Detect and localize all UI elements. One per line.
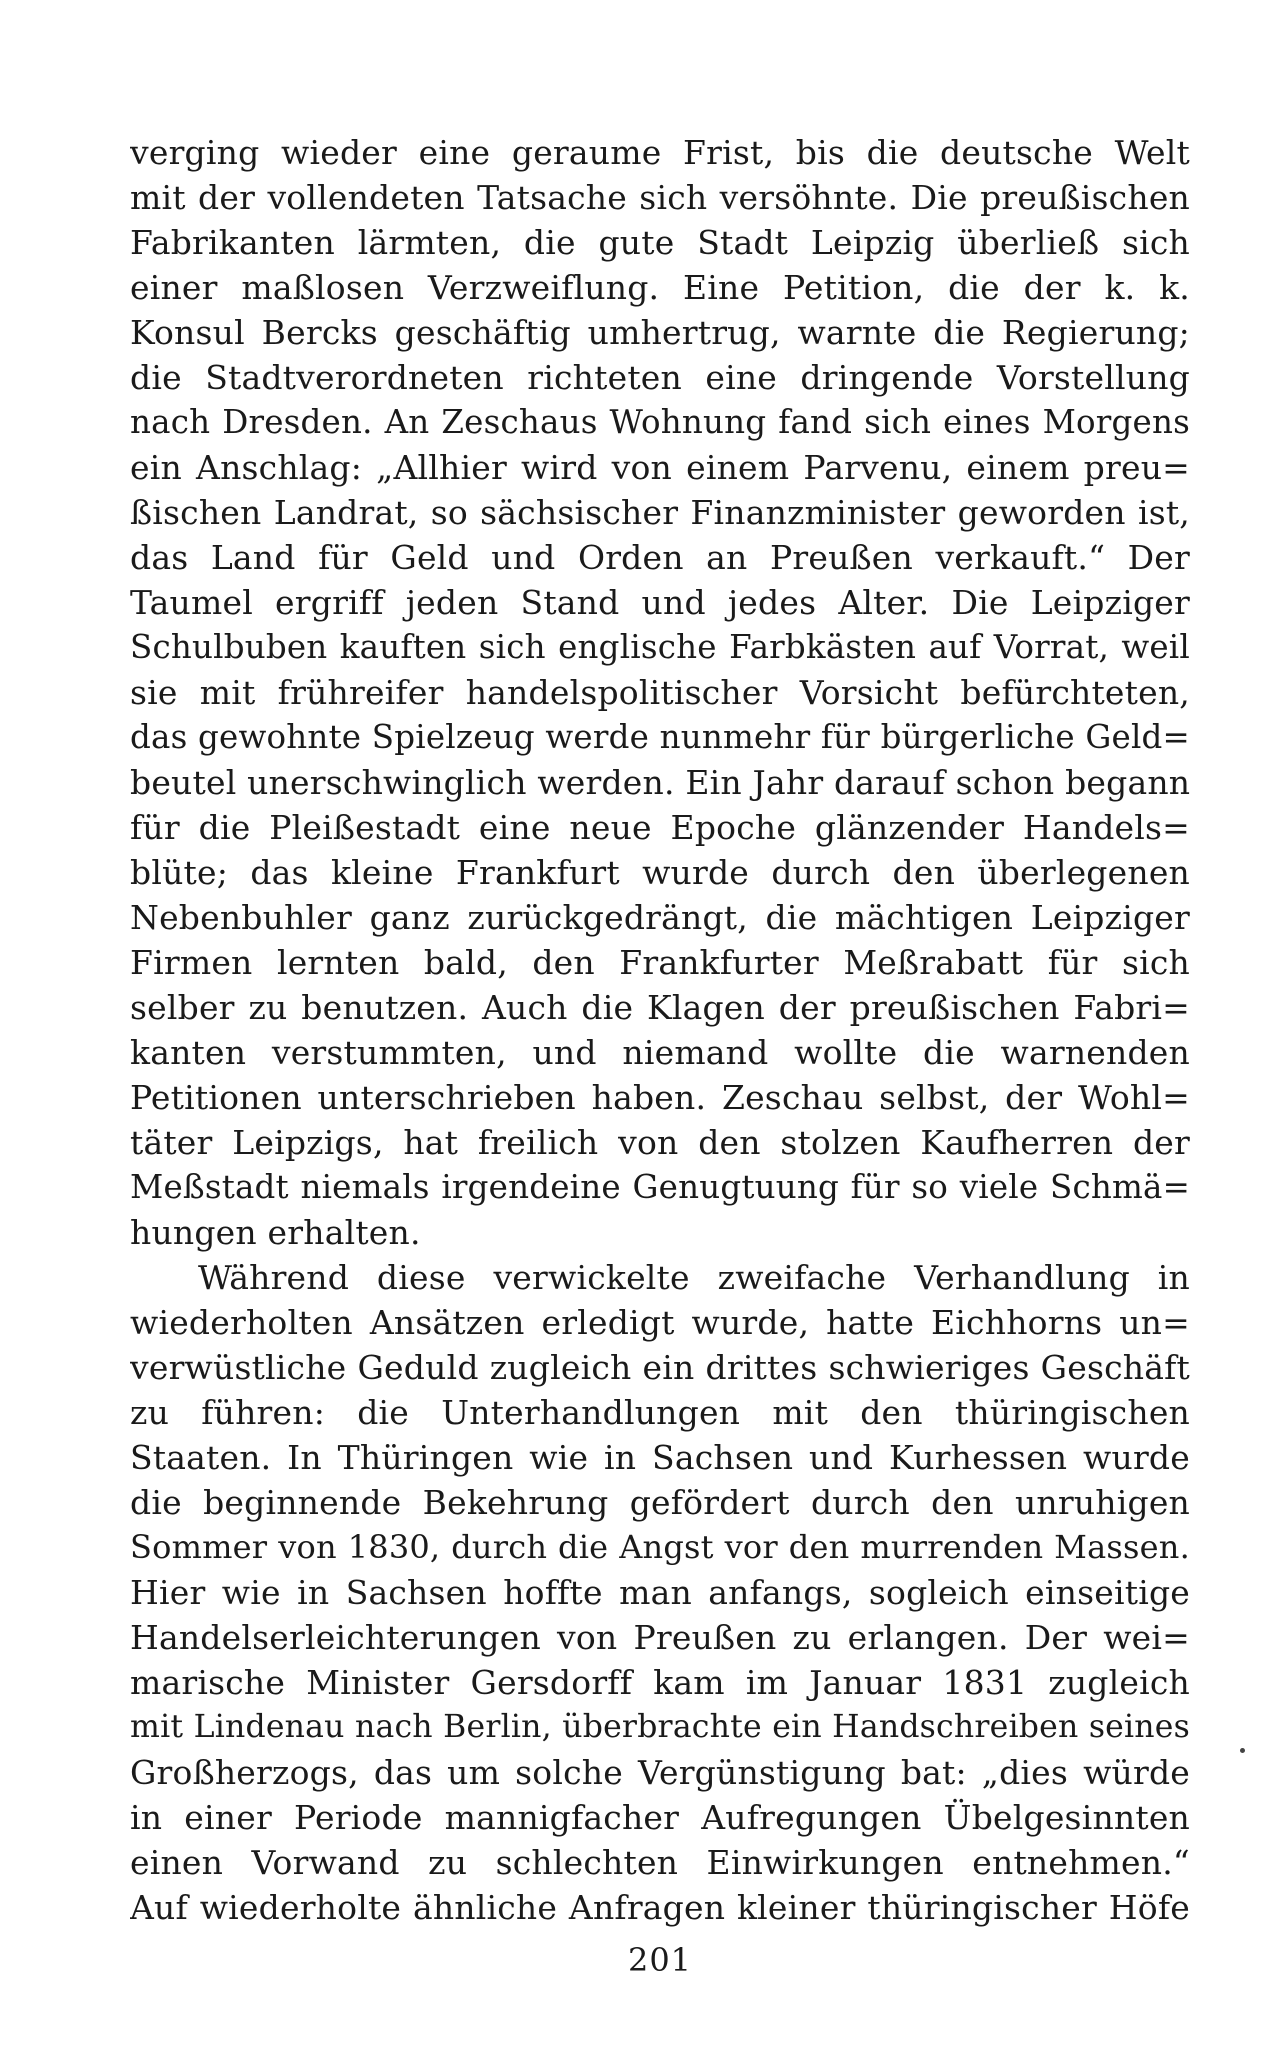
text-line: Großherzogs, das um solche Vergünstigung bat: „dies würde bbox=[130, 1753, 1190, 1792]
text-line: Handelserleichterungen von Preußen zu erlangen. Der wei= bbox=[130, 1618, 1190, 1657]
text-line: ein Anschlag: „Allhier wird von einem Parvenu, einem preu= bbox=[130, 448, 1190, 487]
text-line: nach Dresden. An Zeschaus Wohnung fand sich eines Morgens bbox=[130, 403, 1190, 441]
text-line: mit Lindenau nach Berlin, überbrachte ein Handschreiben seines bbox=[130, 1709, 1190, 1745]
text-line: das Land für Geld und Orden an Preußen verkauft.“ Der bbox=[130, 538, 1190, 577]
text-line: Während diese verwickelte zweifache Verhandlung in bbox=[198, 1258, 1190, 1297]
text-line: zu führen: die Unterhandlungen mit den thüringischen bbox=[130, 1393, 1190, 1432]
text-line: Sommer von 1830, durch die Angst vor den murrenden Massen. bbox=[130, 1528, 1190, 1566]
text-line: verwüstliche Geduld zugleich ein drittes schwieriges Geschäft bbox=[130, 1348, 1190, 1387]
text-line: wiederholten Ansätzen erledigt wurde, hatte Eichhorns un= bbox=[130, 1303, 1190, 1342]
text-line: mit der vollendeten Tatsache sich versöhnte. Die preußischen bbox=[130, 178, 1190, 217]
text-line: Petitionen unterschrieben haben. Zeschau selbst, der Wohl= bbox=[130, 1078, 1190, 1117]
text-line: Firmen lernten bald, den Frankfurter Meßrabatt für sich bbox=[130, 943, 1190, 982]
text-line: marische Minister Gersdorff kam im Januar 1831 zugleich bbox=[130, 1663, 1190, 1702]
text-line: Staaten. In Thüringen wie in Sachsen und Kurhessen wurde bbox=[130, 1438, 1190, 1477]
text-line: einen Vorwand zu schlechten Einwirkungen entnehmen.“ bbox=[130, 1843, 1190, 1882]
book-page bbox=[130, 130, 1190, 2010]
text-line: die beginnende Bekehrung gefördert durch den unruhigen bbox=[130, 1483, 1190, 1522]
text-line: Schulbuben kauften sich englische Farbkästen auf Vorrat, weil bbox=[130, 628, 1190, 666]
text-line: Nebenbuhler ganz zurückgedrängt, die mächtigen Leipziger bbox=[130, 898, 1190, 937]
text-line: verging wieder eine geraume Frist, bis die deutsche Welt bbox=[130, 133, 1190, 172]
text-line: kanten verstummten, und niemand wollte die warnenden bbox=[130, 1033, 1190, 1072]
margin-mark bbox=[1240, 1748, 1245, 1753]
text-line: beutel unerschwinglich werden. Ein Jahr darauf schon begann bbox=[130, 763, 1190, 802]
text-line: für die Pleißestadt eine neue Epoche glänzender Handels= bbox=[130, 808, 1190, 847]
text-line: Fabrikanten lärmten, die gute Stadt Leipzig überließ sich bbox=[130, 223, 1190, 262]
text-line: selber zu benutzen. Auch die Klagen der preußischen Fabri= bbox=[130, 988, 1190, 1027]
page-number: 201 bbox=[627, 1941, 693, 1979]
text-line: die Stadtverordneten richteten eine dringende Vorstellung bbox=[130, 358, 1190, 397]
text-line: sie mit frühreifer handelspolitischer Vorsicht befürchteten, bbox=[130, 673, 1190, 712]
text-line: Meßstadt niemals irgendeine Genugtuung für so viele Schmä= bbox=[130, 1168, 1190, 1206]
text-line: täter Leipzigs, hat freilich von den stolzen Kaufherren der bbox=[130, 1123, 1190, 1162]
text-line: blüte; das kleine Frankfurt wurde durch den überlegenen bbox=[130, 853, 1190, 892]
text-line: Auf wiederholte ähnliche Anfragen kleiner thüringischer Höfe bbox=[130, 1888, 1190, 1927]
text-line: Hier wie in Sachsen hoffte man anfangs, sogleich einseitige bbox=[130, 1573, 1190, 1612]
body-text bbox=[130, 130, 1190, 1930]
text-line: ßischen Landrat, so sächsischer Finanzminister geworden ist, bbox=[130, 493, 1190, 532]
text-line: in einer Periode mannigfacher Aufregungen Übelgesinnten bbox=[130, 1798, 1190, 1837]
text-line: das gewohnte Spielzeug werde nunmehr für bürgerliche Geld= bbox=[130, 718, 1190, 756]
text-line: Konsul Bercks geschäftig umhertrug, warnte die Regierung; bbox=[130, 313, 1190, 352]
text-line: hungen erhalten. bbox=[130, 1213, 421, 1252]
text-line: Taumel ergriff jeden Stand und jedes Alter. Die Leipziger bbox=[130, 583, 1190, 622]
text-line: einer maßlosen Verzweiflung. Eine Petition, die der k. k. bbox=[130, 268, 1190, 307]
